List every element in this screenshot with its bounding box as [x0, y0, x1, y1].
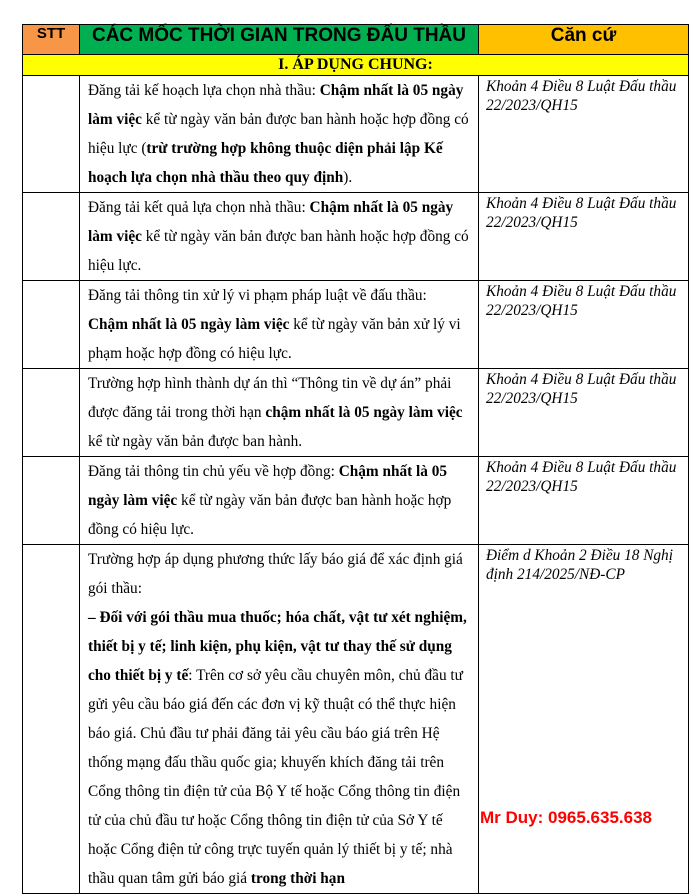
table-row: [23, 457, 689, 545]
table-row: [23, 281, 689, 369]
body-text: kể từ ngày văn bản được ban hành hoặc hợp đồng có hiệu lực (: [88, 111, 469, 157]
table-row: [23, 76, 689, 193]
stt-cell: [23, 457, 80, 545]
stt-cell: [23, 76, 80, 193]
reference-cell: Khoản 4 Điều 8 Luật Đấu thầu 22/2023/QH15: [479, 457, 689, 545]
content-cell: [80, 545, 479, 894]
content-cell: [80, 281, 479, 369]
emphasis-text: Chậm nhất là 05 ngày làm việc: [88, 82, 464, 128]
reference-cell: Khoản 4 Điều 8 Luật Đấu thầu 22/2023/QH15: [479, 281, 689, 369]
body-text: Đăng tải kế hoạch lựa chọn nhà thầu:: [88, 82, 320, 99]
stt-cell: [23, 281, 80, 369]
stt-cell: [23, 193, 80, 281]
body-text: Trường hợp hình thành dự án thì “Thông tin về dự án” phải được đăng tải trong thời hạn: [88, 375, 452, 421]
body-text: kể từ ngày văn bản được ban hành.: [88, 433, 303, 450]
content-cell: [80, 193, 479, 281]
reference-cell: Khoản 4 Điều 8 Luật Đấu thầu 22/2023/QH15: [479, 193, 689, 281]
emphasis-text: trừ trường hợp không thuộc diện phải lập Kế hoạch lựa chọn nhà thầu theo quy định: [88, 140, 443, 186]
emphasis-text: chậm nhất là 05 ngày làm việc: [265, 404, 463, 421]
header-row: [23, 25, 689, 55]
emphasis-text: Chậm nhất là 05 ngày làm việc: [88, 463, 448, 509]
body-text: ).: [343, 169, 353, 186]
contact-watermark: Mr Duy: 0965.635.638: [480, 808, 652, 827]
stt-cell: [23, 545, 80, 894]
body-text: : Trên cơ sở yêu cầu chuyên môn, chủ đầu tư gửi yêu cầu báo giá đến các đơn vị kỹ thuật có thể thực hiện báo giá. Chủ đầu tư phải đăng tải yêu cầu báo giá trên Hệ thống mạng đấu thầu quốc gia; khuyến khích đăng tải trên Cổng thông tin điện tử của Bộ Y tế hoặc Cổng thông tin điện tử của chủ đầu tư hoặc Cổng thông tin điện tử của Sở Y tế hoặc Cổng điện tử công trực tuyến quản lý thiết bị y tế; nhà thầu quan tâm gửi báo giá: [88, 667, 463, 887]
table-row: [23, 545, 689, 894]
body-text: Trường hợp áp dụng phương thức lấy báo giá để xác định giá gói thầu:: [88, 551, 463, 597]
body-text: Đăng tải kết quả lựa chọn nhà thầu:: [88, 199, 310, 216]
table-row: [23, 369, 689, 457]
body-text: Đăng tải thông tin xử lý vi phạm pháp luật về đấu thầu:: [88, 287, 427, 304]
emphasis-text: trong thời hạn: [250, 870, 345, 887]
reference-cell: Khoản 4 Điều 8 Luật Đấu thầu 22/2023/QH15: [479, 76, 689, 193]
body-text: Đăng tải thông tin chủ yếu về hợp đồng:: [88, 463, 339, 480]
emphasis-text: – Đối với gói thầu mua thuốc; hóa chất, vật tư xét nghiệm, thiết bị y tế; linh kiện, phụ kiện, vật tư thay thế sử dụng cho thiết bị y tế: [88, 609, 467, 684]
content-cell: [80, 457, 479, 545]
section-title: I. ÁP DỤNG CHUNG:: [23, 55, 689, 76]
reference-cell: Khoản 4 Điều 8 Luật Đấu thầu 22/2023/QH15: [479, 369, 689, 457]
table-row: [23, 193, 689, 281]
body-text: kể từ ngày văn bản được ban hành hoặc hợp đồng có hiệu lực.: [88, 492, 452, 538]
content-cell: [80, 76, 479, 193]
emphasis-text: Chậm nhất là 05 ngày làm việc: [88, 199, 454, 245]
body-text: kể từ ngày văn bản xử lý vi phạm hoặc hợp đồng có hiệu lực.: [88, 316, 461, 362]
content-cell: [80, 369, 479, 457]
body-text: kể từ ngày văn bản được ban hành hoặc hợp đồng có hiệu lực.: [88, 228, 469, 274]
emphasis-text: Chậm nhất là 05 ngày làm việc: [88, 316, 290, 333]
header-reference: Căn cứ: [479, 25, 689, 55]
header-stt: STT: [23, 25, 80, 55]
stt-cell: [23, 369, 80, 457]
bidding-timeline-table: [22, 24, 689, 894]
header-title: CÁC MỐC THỜI GIAN TRONG ĐẤU THẦU: [80, 25, 479, 55]
section-row: [23, 55, 689, 76]
reference-cell: Điểm d Khoản 2 Điều 18 Nghị định 214/2025/NĐ-CP: [479, 545, 689, 894]
